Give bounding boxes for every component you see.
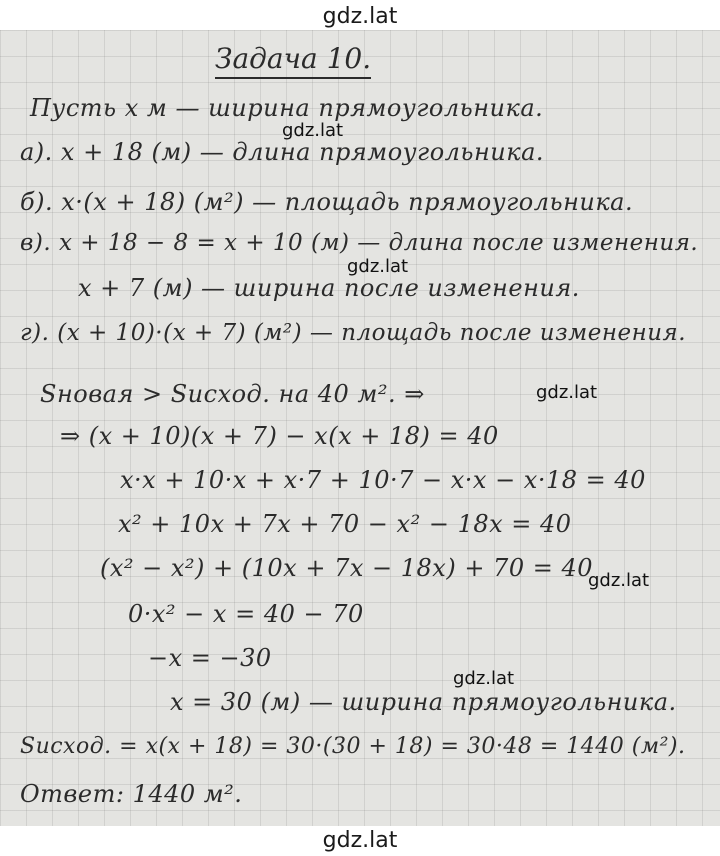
solution-line-4: в). х + 18 − 8 = х + 10 (м) — длина после изменения. [20,230,699,256]
solution-line-15: Sисход. = х(х + 18) = 30·(30 + 18) = 30·48 = 1440 (м²). [20,734,686,759]
solution-line-3: б). х·(х + 18) (м²) — площадь прямоугольника. [20,188,634,216]
solution-line-12: 0·х² − х = 40 − 70 [128,600,364,628]
solution-line-16: Ответ: 1440 м². [20,780,243,808]
watermark-overlay-1: gdz.lat [282,120,344,141]
solution-line-5: х + 7 (м) — ширина после изменения. [78,274,580,302]
solution-line-13: −х = −30 [148,644,272,672]
watermark-overlay-2: gdz.lat [347,256,409,277]
solution-line-6: г). (х + 10)·(х + 7) (м²) — площадь после изменения. [20,320,687,346]
watermark-top: gdz.lat [322,4,398,29]
watermark-overlay-5: gdz.lat [453,668,515,689]
watermark-bottom: gdz.lat [322,828,398,853]
solution-line-1: Пусть х м — ширина прямоугольника. [30,94,544,122]
solution-line-2: а). х + 18 (м) — длина прямоугольника. [20,138,545,166]
solution-line-11: (х² − х²) + (10х + 7х − 18х) + 70 = 40 [100,554,593,582]
watermark-overlay-3: gdz.lat [536,382,598,403]
solution-line-8: ⇒ (х + 10)(х + 7) − х(х + 18) = 40 [60,422,499,450]
solution-line-7: Sновая > Sисход. на 40 м². ⇒ [40,380,425,408]
solution-line-14: х = 30 (м) — ширина прямоугольника. [170,688,677,716]
solution-line-10: х² + 10х + 7х + 70 − х² − 18х = 40 [118,510,572,538]
watermark-overlay-4: gdz.lat [588,570,650,591]
notebook-page [0,30,720,826]
task-title: Задача 10. [215,42,371,79]
solution-line-9: х·х + 10·х + х·7 + 10·7 − х·х − х·18 = 40 [120,466,646,494]
